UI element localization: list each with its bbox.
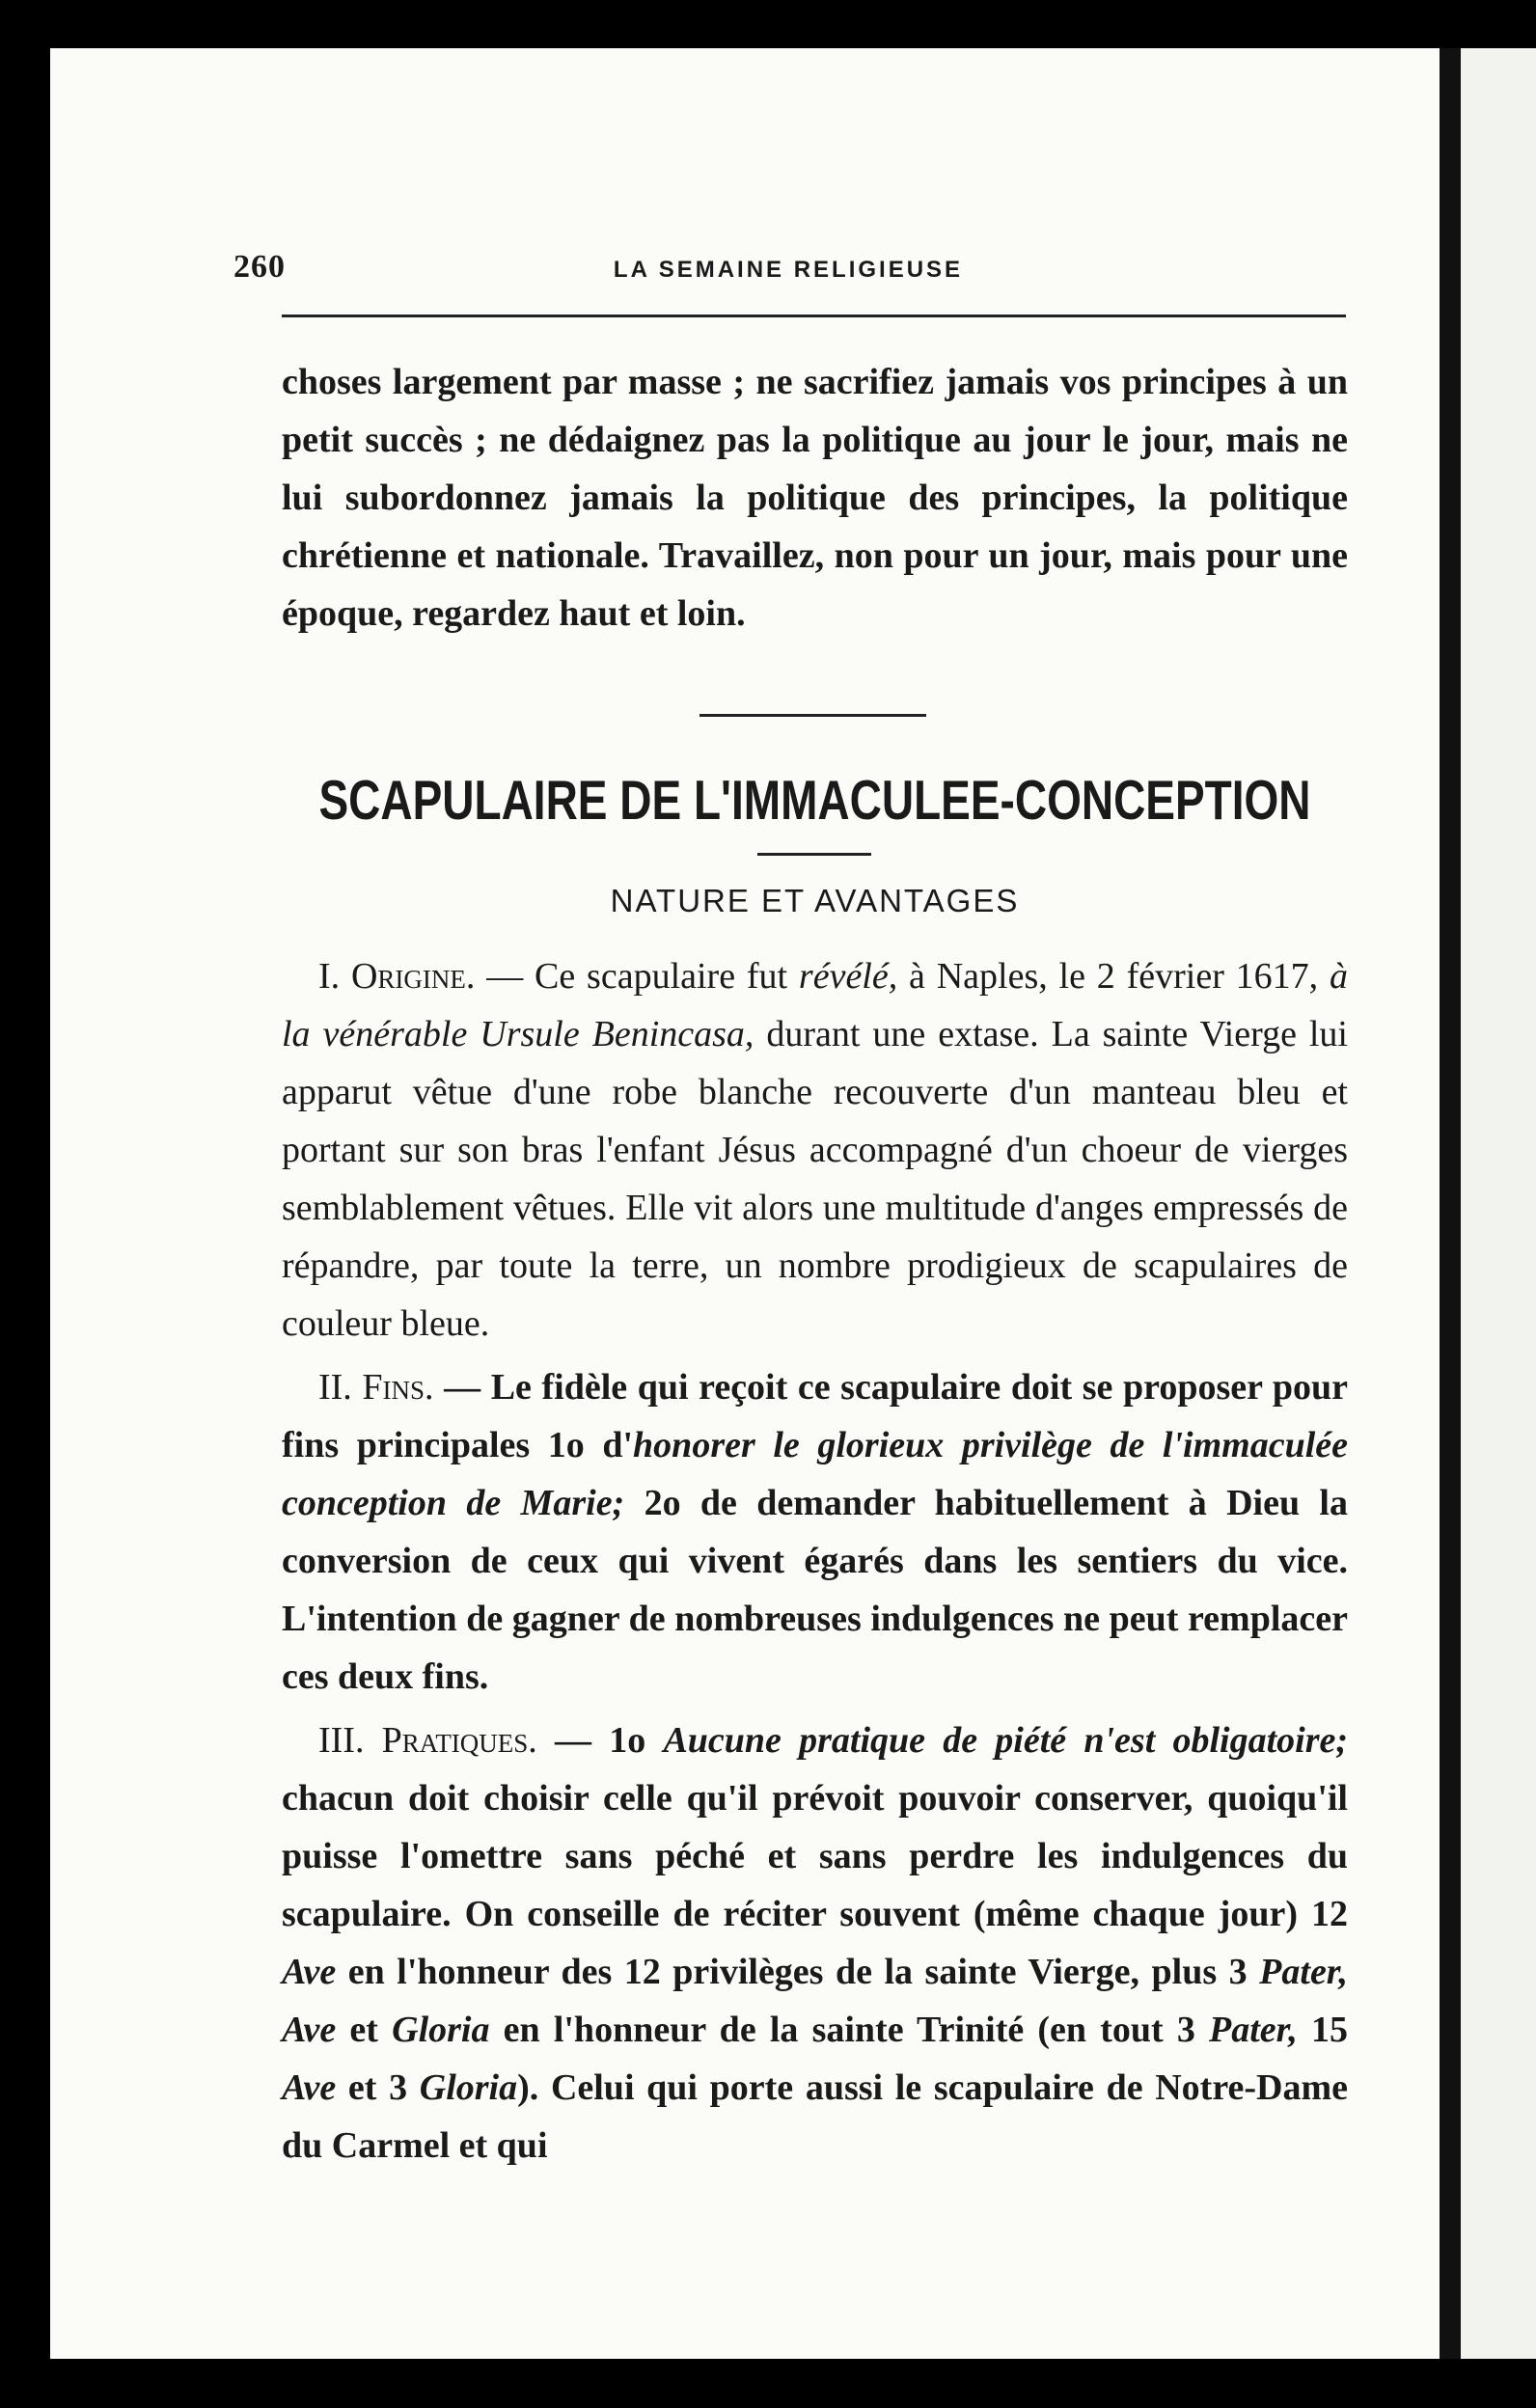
section-heading: II. Fins.	[318, 1367, 434, 1408]
section-text-italic: Ave	[282, 1952, 337, 1992]
section-text-italic: Pater,	[1209, 2010, 1298, 2050]
section-text: — Ce scapulaire fut	[475, 956, 799, 997]
intro-paragraph-block	[282, 353, 1348, 643]
section-text-italic: Gloria	[392, 2010, 490, 2050]
section-text: en l'honneur des 12 privilèges de la sainte Vierge, plus 3	[336, 1952, 1260, 1992]
section-text: et 3	[336, 2067, 420, 2108]
header-rule	[282, 315, 1346, 317]
section-text: et	[336, 2010, 393, 2050]
section-heading: III. Pratiques.	[318, 1720, 537, 1761]
section-text-italic: révélé,	[798, 956, 898, 997]
section-text: 2o de demander habituellement à Dieu la conversion de ceux qui vivent égarés dans les sentiers du vice. L'intention de gagner de nombreuses indulgences ne peut remplacer ces deux fins.	[282, 1483, 1348, 1697]
section-text: ). Celui qui porte aussi le scapulaire de Notre-Dame du Carmel et qui	[282, 2067, 1348, 2166]
article-body	[282, 947, 1348, 2180]
section-heading: I. Origine.	[318, 956, 476, 997]
section-origine	[282, 947, 1348, 1353]
page-number: 260	[233, 249, 286, 285]
section-text: chacun doit choisir celle qu'il prévoit pouvoir conserver, quoiqu'il puisse l'omettre sans péché et sans perdre les indulgences du scapulaire. On conseille de réciter souvent (même chaque jour) 12	[282, 1778, 1348, 1934]
section-text: — Le fidèle qui reçoit ce scapulaire doit se proposer pour fins principales 1o d'	[282, 1367, 1349, 1465]
running-head: LA SEMAINE RELIGIEUSE	[613, 257, 964, 283]
section-text-italic: honorer le glorieux privilège de l'immaculée conception de Marie;	[282, 1425, 1348, 1523]
section-fins	[282, 1358, 1348, 1706]
section-text-italic: à la vénérable Ursule Benincasa,	[282, 956, 1348, 1054]
section-text-italic: Pater, Ave	[282, 1952, 1348, 2050]
section-text-italic: Aucune pratique de piété n'est obligatoire;	[663, 1720, 1349, 1761]
section-text: en l'honneur de la sainte Trinité (en tout 3	[489, 2010, 1209, 2050]
title-rule	[757, 853, 871, 856]
section-text: à Naples, le 2 février 1617,	[897, 956, 1330, 997]
section-text: durant une extase. La sainte Vierge lui apparut vêtue d'une robe blanche recouverte d'un manteau bleu et portant sur son bras l'enfant Jésus accompagné d'un choeur de vierges semblablement vêtues. Elle vit alors une multitude d'anges empressés de répandre, par toute la terre, un nombre prodigieux de scapulaires de couleur bleue.	[282, 1014, 1348, 1344]
page-header	[233, 249, 1343, 297]
section-text: 15	[1297, 2010, 1348, 2050]
section-separator	[699, 714, 926, 717]
article-subtitle: NATURE ET AVANTAGES	[610, 883, 1020, 918]
section-text-italic: Gloria	[419, 2067, 518, 2108]
page-gutter	[1440, 48, 1461, 2359]
intro-paragraph: choses largement par masse ; ne sacrifiez jamais vos principes à un petit succès ; ne dédaignez pas la politique au jour le jour, mais ne lui subordonnez jamais la politique des principes, la politique chrétienne et nationale. Travaillez, non pour un jour, mais pour une époque, regardez haut et loin.	[282, 362, 1348, 634]
section-text-italic: Ave	[282, 2067, 337, 2108]
article-title: SCAPULAIRE DE L'IMMACULEE-CONCEPTION	[318, 768, 1311, 832]
adjacent-page-edge	[1461, 48, 1536, 2359]
section-pratiques	[282, 1711, 1348, 2175]
section-text: — 1o	[536, 1720, 664, 1761]
